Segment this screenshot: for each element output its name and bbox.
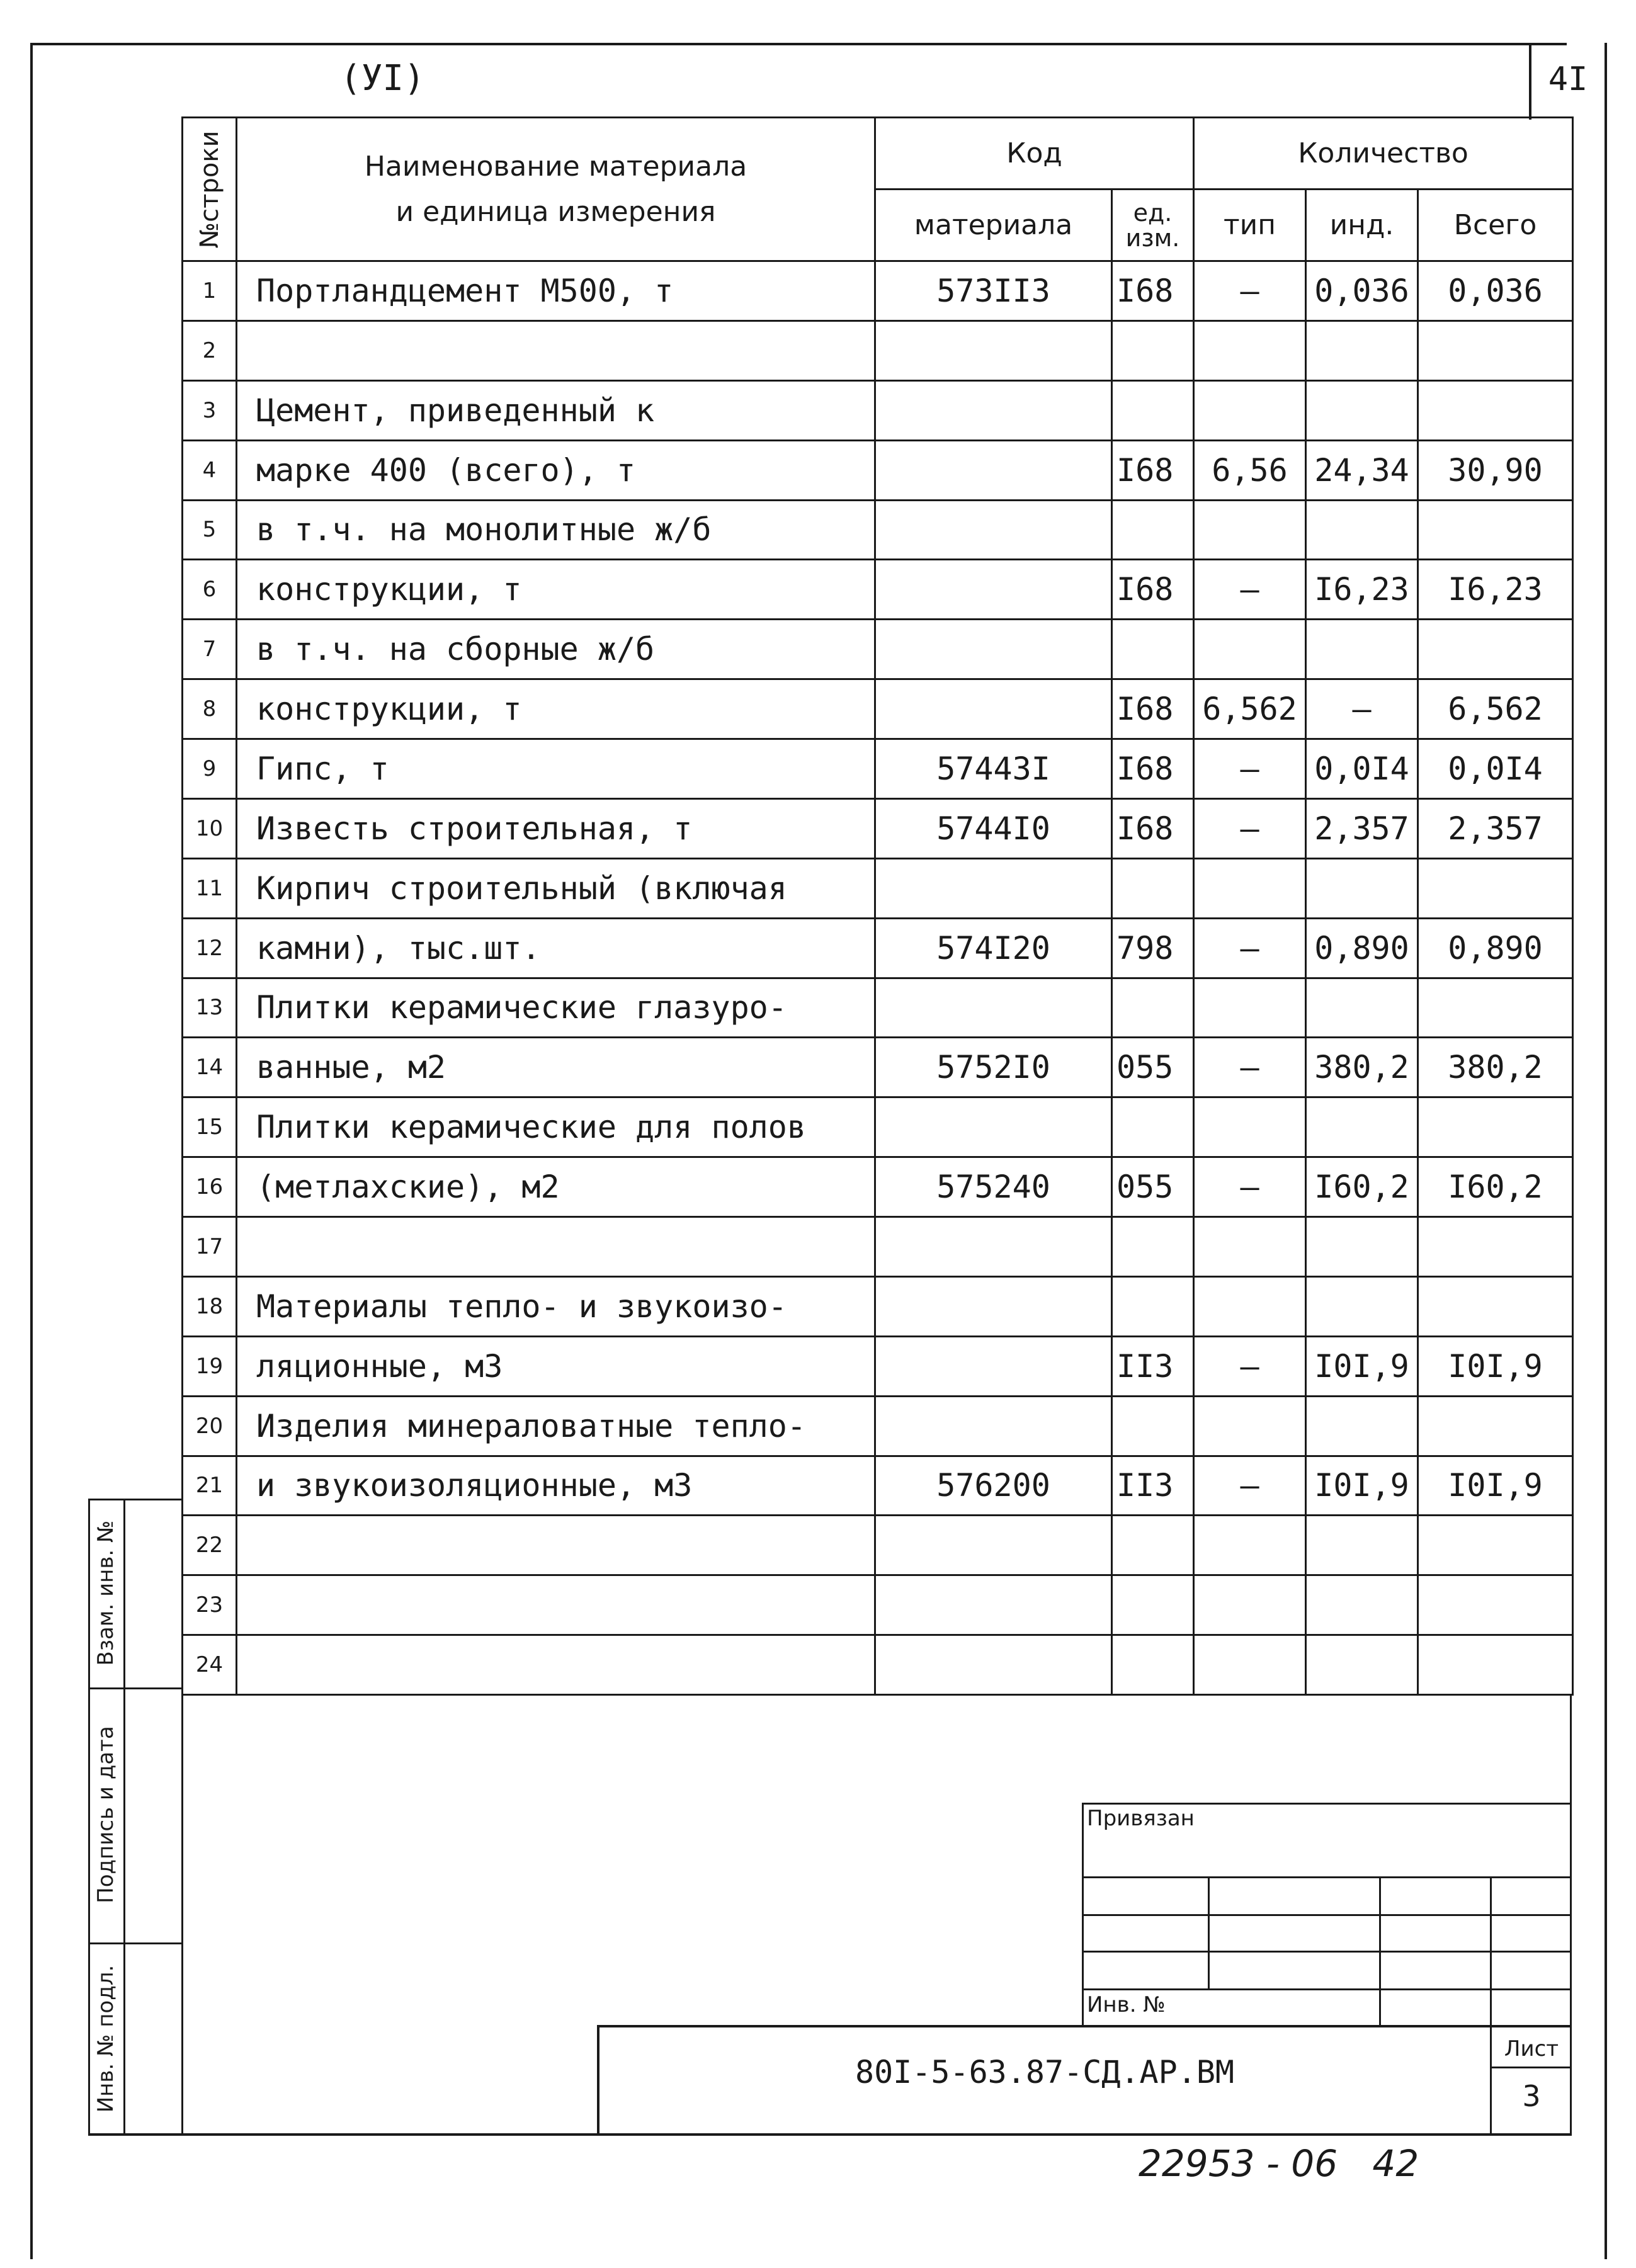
qty-ind: I0I,9 (1306, 1336, 1418, 1396)
row-number: 2 (183, 320, 237, 380)
qty-type (1194, 1217, 1306, 1277)
qty-type: – (1194, 798, 1306, 858)
row-number: 12 (183, 918, 237, 978)
row-number: 1 (183, 261, 237, 321)
qty-ind: 0,0I4 (1306, 739, 1418, 799)
qty-type (1194, 858, 1306, 918)
unit-code: II3 (1112, 1336, 1194, 1396)
qty-ind: I60,2 (1306, 1157, 1418, 1217)
unit-code: I68 (1112, 739, 1194, 799)
material-name: Плитки керамические глазуро- (237, 978, 875, 1038)
material-code (875, 560, 1112, 620)
qty-type: – (1194, 1157, 1306, 1217)
qty-type: – (1194, 739, 1306, 799)
margin-stamp-top-line (88, 1499, 183, 1500)
table-row (183, 1635, 1573, 1695)
material-name: Цемент, приведенный к (237, 380, 875, 440)
unit-code (1112, 1276, 1194, 1336)
qty-type: – (1194, 560, 1306, 620)
qty-total: I0I,9 (1418, 1336, 1573, 1396)
material-name: конструкции, т (237, 560, 875, 620)
table-row (183, 978, 1573, 1038)
material-code: 5744I0 (875, 798, 1112, 858)
qty-ind (1306, 500, 1418, 560)
row-number: 9 (183, 739, 237, 799)
table-row (183, 1038, 1573, 1097)
handwritten-archive-number: 22953 - 06 42 (1139, 2142, 1419, 2185)
qty-ind: 380,2 (1306, 1038, 1418, 1097)
row-number: 8 (183, 679, 237, 739)
qty-type (1194, 620, 1306, 679)
row-number: 13 (183, 978, 237, 1038)
materials-table-body (183, 261, 1573, 1695)
material-name: в т.ч. на монолитные ж/б (237, 500, 875, 560)
row-number: 7 (183, 620, 237, 679)
qty-type (1194, 1516, 1306, 1575)
qty-type (1194, 1635, 1306, 1695)
header-name: Наименование материала и единица измерения (237, 118, 875, 261)
unit-code (1112, 500, 1194, 560)
row-number: 20 (183, 1396, 237, 1456)
qty-total (1418, 1635, 1573, 1695)
table-row (183, 1217, 1573, 1277)
qty-ind: 0,036 (1306, 261, 1418, 321)
unit-code: I68 (1112, 261, 1194, 321)
table-row (183, 679, 1573, 739)
qty-type (1194, 1097, 1306, 1157)
row-number: 17 (183, 1217, 237, 1277)
row-number: 5 (183, 500, 237, 560)
section-label: (УI) (340, 58, 425, 99)
qty-ind (1306, 978, 1418, 1038)
material-code: 57443I (875, 739, 1112, 799)
material-name: Материалы тепло- и звукоизо- (237, 1276, 875, 1336)
row-number: 22 (183, 1516, 237, 1575)
row-number: 23 (183, 1575, 237, 1635)
material-code (875, 1575, 1112, 1635)
stamp-signature-date: Подпись и дата (93, 1726, 118, 1903)
material-name: ванные, м2 (237, 1038, 875, 1097)
frame-left-border (30, 43, 33, 2259)
material-code: 576200 (875, 1456, 1112, 1516)
qty-ind (1306, 620, 1418, 679)
table-row (183, 1157, 1573, 1217)
header-qty-total: Всего (1418, 190, 1573, 261)
unit-code (1112, 320, 1194, 380)
qty-type (1194, 1575, 1306, 1635)
qty-total (1418, 380, 1573, 440)
titleblock-grid-h3 (1082, 1951, 1572, 1953)
qty-ind: 0,890 (1306, 918, 1418, 978)
unit-code: I68 (1112, 798, 1194, 858)
table-row (183, 1575, 1573, 1635)
qty-ind (1306, 1575, 1418, 1635)
unit-code (1112, 1097, 1194, 1157)
unit-code (1112, 1396, 1194, 1456)
margin-stamp-divider-1 (88, 1687, 183, 1689)
qty-ind (1306, 858, 1418, 918)
margin-stamp-inner-line (123, 1499, 125, 2135)
qty-total (1418, 1217, 1573, 1277)
table-row (183, 1276, 1573, 1336)
unit-code: 055 (1112, 1157, 1194, 1217)
qty-total: I0I,9 (1418, 1456, 1573, 1516)
qty-type: – (1194, 1038, 1306, 1097)
material-code: 575240 (875, 1157, 1112, 1217)
titleblock-grid-v1 (1208, 1876, 1210, 1988)
table-row (183, 261, 1573, 321)
row-number: 3 (183, 380, 237, 440)
material-name: Гипс, т (237, 739, 875, 799)
row-number: 24 (183, 1635, 237, 1695)
header-row-number-label: №строки (195, 130, 224, 248)
material-name: Портландцемент М500, т (237, 261, 875, 321)
sheet-bottom-line (88, 2133, 1572, 2136)
qty-total: I6,23 (1418, 560, 1573, 620)
qty-ind: 24,34 (1306, 440, 1418, 500)
table-row (183, 500, 1573, 560)
material-code (875, 380, 1112, 440)
unit-code (1112, 978, 1194, 1038)
qty-ind (1306, 1276, 1418, 1336)
table-row (183, 1097, 1573, 1157)
material-code (875, 1097, 1112, 1157)
qty-type: 6,562 (1194, 679, 1306, 739)
titleblock-main-top (597, 2025, 1572, 2027)
table-row (183, 798, 1573, 858)
material-code (875, 1516, 1112, 1575)
row-number: 10 (183, 798, 237, 858)
qty-ind: 2,357 (1306, 798, 1418, 858)
row-number: 21 (183, 1456, 237, 1516)
material-name: Известь строительная, т (237, 798, 875, 858)
row-number: 11 (183, 858, 237, 918)
unit-code (1112, 1635, 1194, 1695)
bound-label: Привязан (1087, 1806, 1195, 1831)
frame-right-border (1605, 43, 1607, 2259)
qty-type: – (1194, 261, 1306, 321)
titleblock-grid-v3 (1490, 1876, 1492, 2135)
unit-code: I68 (1112, 679, 1194, 739)
row-number: 4 (183, 440, 237, 500)
qty-total: 0,890 (1418, 918, 1573, 978)
table-row (183, 1336, 1573, 1396)
qty-type (1194, 500, 1306, 560)
material-code: 574I20 (875, 918, 1112, 978)
table-row (183, 560, 1573, 620)
qty-total (1418, 500, 1573, 560)
titleblock-grid-h4 (1082, 1988, 1572, 1990)
page-number: 4I (1548, 60, 1588, 98)
titleblock-grid-h2 (1082, 1914, 1572, 1916)
table-row (183, 440, 1573, 500)
material-code (875, 1217, 1112, 1277)
material-name: конструкции, т (237, 679, 875, 739)
row-number: 15 (183, 1097, 237, 1157)
qty-ind (1306, 1516, 1418, 1575)
qty-type (1194, 380, 1306, 440)
titleblock-grid-v2 (1379, 1876, 1381, 2026)
qty-total (1418, 978, 1573, 1038)
material-name (237, 1217, 875, 1277)
header-code: Код (875, 118, 1194, 190)
material-name: марке 400 (всего), т (237, 440, 875, 500)
table-row (183, 918, 1573, 978)
qty-total: 2,357 (1418, 798, 1573, 858)
qty-ind (1306, 1635, 1418, 1695)
margin-stamp-left-line (88, 1499, 90, 2135)
table-row (183, 620, 1573, 679)
unit-code (1112, 1217, 1194, 1277)
unit-code (1112, 1575, 1194, 1635)
qty-type: – (1194, 1456, 1306, 1516)
material-code (875, 1635, 1112, 1695)
unit-code: 798 (1112, 918, 1194, 978)
titleblock-sheet-divider (1490, 2067, 1572, 2068)
qty-type (1194, 1396, 1306, 1456)
inv-label: Инв. № (1087, 1992, 1166, 2017)
row-number: 14 (183, 1038, 237, 1097)
material-code (875, 1276, 1112, 1336)
unit-code (1112, 380, 1194, 440)
table-row (183, 739, 1573, 799)
materials-table (181, 116, 1574, 1696)
qty-type (1194, 1276, 1306, 1336)
qty-ind: I6,23 (1306, 560, 1418, 620)
material-name (237, 1635, 875, 1695)
qty-total: I60,2 (1418, 1157, 1573, 1217)
material-name: в т.ч. на сборные ж/б (237, 620, 875, 679)
material-name (237, 320, 875, 380)
material-code (875, 620, 1112, 679)
qty-ind (1306, 1217, 1418, 1277)
material-code (875, 679, 1112, 739)
table-row (183, 1396, 1573, 1456)
titleblock-bound-top (1082, 1803, 1572, 1805)
unit-code: I68 (1112, 440, 1194, 500)
stamp-inv-original: Инв. № подл. (93, 1965, 118, 2113)
sheet-label: Лист (1504, 2036, 1559, 2061)
header-row-number (183, 118, 237, 261)
unit-code: 055 (1112, 1038, 1194, 1097)
table-row (183, 1456, 1573, 1516)
qty-total (1418, 1396, 1573, 1456)
row-number: 6 (183, 560, 237, 620)
material-code (875, 1396, 1112, 1456)
qty-total (1418, 1276, 1573, 1336)
header-qty-ind: инд. (1306, 190, 1418, 261)
qty-type: – (1194, 1336, 1306, 1396)
qty-total (1418, 1575, 1573, 1635)
material-name: Кирпич строительный (включая (237, 858, 875, 918)
material-code: 573II3 (875, 261, 1112, 321)
titleblock-grid-h1 (1082, 1876, 1572, 1878)
material-code (875, 320, 1112, 380)
qty-type: – (1194, 918, 1306, 978)
qty-type (1194, 320, 1306, 380)
qty-total (1418, 320, 1573, 380)
material-code (875, 978, 1112, 1038)
qty-total (1418, 858, 1573, 918)
margin-stamp-divider-2 (88, 1942, 183, 1944)
material-name: Плитки керамические для полов (237, 1097, 875, 1157)
qty-type (1194, 978, 1306, 1038)
material-name: Изделия минераловатные тепло- (237, 1396, 875, 1456)
row-number: 18 (183, 1276, 237, 1336)
qty-ind (1306, 1097, 1418, 1157)
material-name: (метлахские), м2 (237, 1157, 875, 1217)
qty-ind: I0I,9 (1306, 1456, 1418, 1516)
row-number: 16 (183, 1157, 237, 1217)
qty-ind (1306, 1396, 1418, 1456)
header-code-material: материала (875, 190, 1112, 261)
unit-code (1112, 858, 1194, 918)
qty-total (1418, 1516, 1573, 1575)
unit-code: II3 (1112, 1456, 1194, 1516)
qty-total: 0,0I4 (1418, 739, 1573, 799)
header-qty-type: тип (1194, 190, 1306, 261)
table-row (183, 1516, 1573, 1575)
material-code (875, 1336, 1112, 1396)
sheet-number: 3 (1522, 2079, 1541, 2113)
qty-ind: – (1306, 679, 1418, 739)
stamp-replace-inv: Взам. инв. № (93, 1520, 118, 1666)
row-number: 19 (183, 1336, 237, 1396)
table-row (183, 320, 1573, 380)
qty-total (1418, 1097, 1573, 1157)
qty-total (1418, 620, 1573, 679)
unit-code (1112, 620, 1194, 679)
qty-total: 0,036 (1418, 261, 1573, 321)
qty-ind (1306, 380, 1418, 440)
material-code (875, 858, 1112, 918)
material-name (237, 1516, 875, 1575)
table-row (183, 858, 1573, 918)
table-row (183, 380, 1573, 440)
lower-left-column-line (181, 1694, 183, 2135)
material-name: и звукоизоляционные, м3 (237, 1456, 875, 1516)
material-name: ляционные, м3 (237, 1336, 875, 1396)
qty-ind (1306, 320, 1418, 380)
material-name: камни), тыс.шт. (237, 918, 875, 978)
qty-total: 6,562 (1418, 679, 1573, 739)
header-code-unit: ед. изм. (1112, 190, 1194, 261)
header-quantity: Количество (1194, 118, 1573, 190)
material-code: 5752I0 (875, 1038, 1112, 1097)
qty-total: 30,90 (1418, 440, 1573, 500)
material-name (237, 1575, 875, 1635)
unit-code (1112, 1516, 1194, 1575)
material-code (875, 500, 1112, 560)
frame-top-border (30, 43, 1567, 45)
material-code (875, 440, 1112, 500)
document-code: 80I-5-63.87-СД.АР.ВМ (855, 2054, 1235, 2090)
qty-total: 380,2 (1418, 1038, 1573, 1097)
unit-code: I68 (1112, 560, 1194, 620)
qty-type: 6,56 (1194, 440, 1306, 500)
